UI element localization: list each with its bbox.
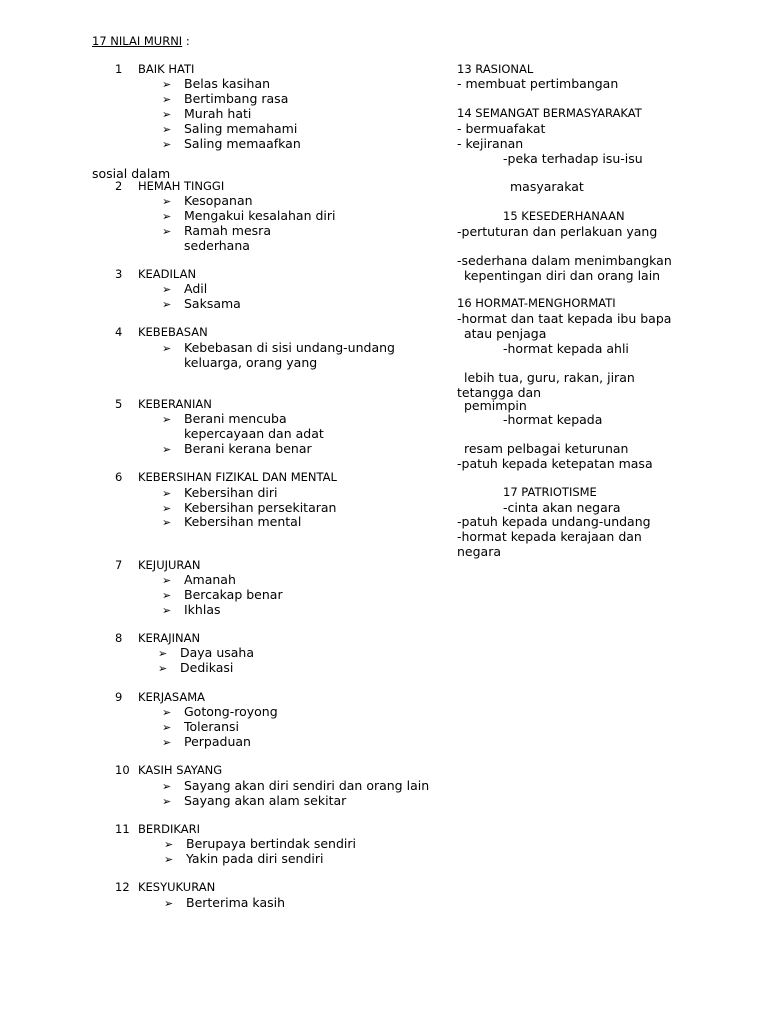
list-item: ➢ Berani kerana benar xyxy=(162,441,312,456)
arrow-bullet-icon: ➢ xyxy=(162,502,172,515)
value-3-heading: KEADILAN xyxy=(138,267,197,281)
value-7-heading: KEJUJURAN xyxy=(138,558,201,572)
arrow-bullet-icon: ➢ xyxy=(162,93,172,106)
value-16-line: -hormat kepada xyxy=(503,412,603,427)
page-title xyxy=(92,34,190,49)
list-item: ➢ Gotong-royong xyxy=(162,704,278,719)
list-item: ➢ Kebersihan persekitaran xyxy=(162,500,337,515)
arrow-bullet-icon: ➢ xyxy=(162,604,172,617)
value-8-number: 8 xyxy=(115,631,123,645)
arrow-bullet-icon: ➢ xyxy=(158,662,168,675)
arrow-bullet-icon: ➢ xyxy=(162,78,172,91)
value-17-line: -hormat kepada kerajaan dan xyxy=(457,529,642,544)
arrow-bullet-icon: ➢ xyxy=(162,443,172,456)
list-item: ➢ Kebersihan mental xyxy=(162,514,302,529)
list-item: ➢ Bertimbang rasa xyxy=(162,91,289,106)
value-7-number: 7 xyxy=(115,558,123,572)
value-17-line: -patuh kepada undang-undang xyxy=(457,514,651,529)
value-13-heading: 13 RASIONAL xyxy=(457,62,534,76)
list-item: ➢ Sayang akan diri sendiri dan orang lain xyxy=(162,778,430,793)
list-item: ➢ Berupaya bertindak sendiri xyxy=(164,836,356,851)
value-8-heading: KERAJINAN xyxy=(138,631,201,645)
value-4-number: 4 xyxy=(115,325,123,339)
value-17-line: -cinta akan negara xyxy=(503,500,621,515)
value-16-line: resam pelbagai keturunan xyxy=(464,441,629,456)
value-16-line: tetangga dan xyxy=(457,385,542,400)
value-2-number: 2 xyxy=(115,179,123,193)
arrow-bullet-icon: ➢ xyxy=(162,795,172,808)
arrow-bullet-icon: ➢ xyxy=(162,721,172,734)
arrow-bullet-icon: ➢ xyxy=(162,487,172,500)
list-item: ➢ Dedikasi xyxy=(158,660,234,675)
list-item-continuation: kepercayaan dan adat xyxy=(184,426,324,441)
value-11-heading: BERDIKARI xyxy=(138,822,200,836)
value-12-number: 12 xyxy=(115,880,130,894)
value-4-heading: KEBEBASAN xyxy=(138,325,208,339)
title-text: 17 NILAI MURNI xyxy=(92,34,183,48)
list-item: ➢ Bercakap benar xyxy=(162,587,283,602)
arrow-bullet-icon: ➢ xyxy=(162,780,172,793)
list-item: ➢ Perpaduan xyxy=(162,734,251,749)
arrow-bullet-icon: ➢ xyxy=(162,516,172,529)
arrow-bullet-icon: ➢ xyxy=(164,853,174,866)
value-14-line: - bermuafakat xyxy=(457,121,546,136)
arrow-bullet-icon: ➢ xyxy=(164,897,174,910)
value-6-heading: KEBERSIHAN FIZIKAL DAN MENTAL xyxy=(138,470,337,484)
list-item: ➢ Daya usaha xyxy=(158,645,254,660)
list-item: ➢ Saling memahami xyxy=(162,121,298,136)
list-item: ➢ Amanah xyxy=(162,572,236,587)
arrow-bullet-icon: ➢ xyxy=(162,736,172,749)
arrow-bullet-icon: ➢ xyxy=(162,123,172,136)
value-1-heading: BAIK HATI xyxy=(138,62,195,76)
value-3-number: 3 xyxy=(115,267,123,281)
value-9-heading: KERJASAMA xyxy=(138,690,206,704)
value-2-heading: HEMAH TINGGI xyxy=(138,179,225,193)
list-item: ➢ Ikhlas xyxy=(162,602,221,617)
value-1-number: 1 xyxy=(115,62,123,76)
list-item: ➢ Kesopanan xyxy=(162,193,253,208)
value-14-line: - kejiranan xyxy=(457,136,524,151)
list-item: ➢ Berani mencuba xyxy=(162,411,287,426)
stray-text-sosial-dalam: sosial dalam xyxy=(92,166,171,181)
list-item-continuation: sederhana xyxy=(184,238,250,253)
value-5-heading: KEBERANIAN xyxy=(138,397,212,411)
arrow-bullet-icon: ➢ xyxy=(162,574,172,587)
list-item-continuation: keluarga, orang yang xyxy=(184,355,318,370)
list-item: ➢ Murah hati xyxy=(162,106,252,121)
value-15-heading: 15 KESEDERHANAAN xyxy=(503,209,625,223)
list-item: ➢ Berterima kasih xyxy=(164,895,286,910)
arrow-bullet-icon: ➢ xyxy=(162,342,172,355)
arrow-bullet-icon: ➢ xyxy=(162,108,172,121)
list-item: ➢ Sayang akan alam sekitar xyxy=(162,793,347,808)
value-16-line: -hormat dan taat kepada ibu bapa xyxy=(457,311,672,326)
value-16-line: lebih tua, guru, rakan, jiran xyxy=(464,370,635,385)
list-item: ➢ Yakin pada diri sendiri xyxy=(164,851,324,866)
list-item: ➢ Saling memaafkan xyxy=(162,136,301,151)
list-item: ➢ Toleransi xyxy=(162,719,240,734)
arrow-bullet-icon: ➢ xyxy=(162,283,172,296)
list-item: ➢ Ramah mesra xyxy=(162,223,271,238)
value-13-line: - membuat pertimbangan xyxy=(457,76,619,91)
value-15-line: -pertuturan dan perlakuan yang xyxy=(457,224,658,239)
list-item: ➢ Adil xyxy=(162,281,208,296)
arrow-bullet-icon: ➢ xyxy=(162,210,172,223)
list-item: ➢ Mengakui kesalahan diri xyxy=(162,208,336,223)
value-15-line: -sederhana dalam menimbangkan xyxy=(457,253,672,268)
value-12-heading: KESYUKURAN xyxy=(138,880,216,894)
value-10-number: 10 xyxy=(115,763,130,777)
value-6-number: 6 xyxy=(115,470,123,484)
arrow-bullet-icon: ➢ xyxy=(158,647,168,660)
arrow-bullet-icon: ➢ xyxy=(162,413,172,426)
list-item: ➢ Kebebasan di sisi undang-undang xyxy=(162,340,395,355)
title-colon: : xyxy=(182,34,190,48)
list-item: ➢ Saksama xyxy=(162,296,241,311)
arrow-bullet-icon: ➢ xyxy=(164,838,174,851)
value-15-line: kepentingan diri dan orang lain xyxy=(464,268,661,283)
arrow-bullet-icon: ➢ xyxy=(162,589,172,602)
value-11-number: 11 xyxy=(115,822,130,836)
value-16-line: atau penjaga xyxy=(464,326,547,341)
value-17-heading: 17 PATRIOTISME xyxy=(503,485,597,499)
arrow-bullet-icon: ➢ xyxy=(162,195,172,208)
value-9-number: 9 xyxy=(115,690,123,704)
arrow-bullet-icon: ➢ xyxy=(162,706,172,719)
value-16-line: -hormat kepada ahli xyxy=(503,341,629,356)
arrow-bullet-icon: ➢ xyxy=(162,138,172,151)
value-10-heading: KASIH SAYANG xyxy=(138,763,223,777)
value-14-heading: 14 SEMANGAT BERMASYARAKAT xyxy=(457,106,642,120)
list-item: ➢ Kebersihan diri xyxy=(162,485,278,500)
value-16-line: -patuh kepada ketepatan masa xyxy=(457,456,653,471)
value-14-line: -peka terhadap isu-isu xyxy=(503,151,643,166)
arrow-bullet-icon: ➢ xyxy=(162,225,172,238)
arrow-bullet-icon: ➢ xyxy=(162,298,172,311)
value-14-line: masyarakat xyxy=(510,179,584,194)
value-17-line: negara xyxy=(457,544,502,559)
value-16-heading: 16 HORMAT-MENGHORMATI xyxy=(457,296,616,310)
value-16-line: pemimpin xyxy=(464,398,527,413)
value-5-number: 5 xyxy=(115,397,123,411)
list-item: ➢ Belas kasihan xyxy=(162,76,271,91)
